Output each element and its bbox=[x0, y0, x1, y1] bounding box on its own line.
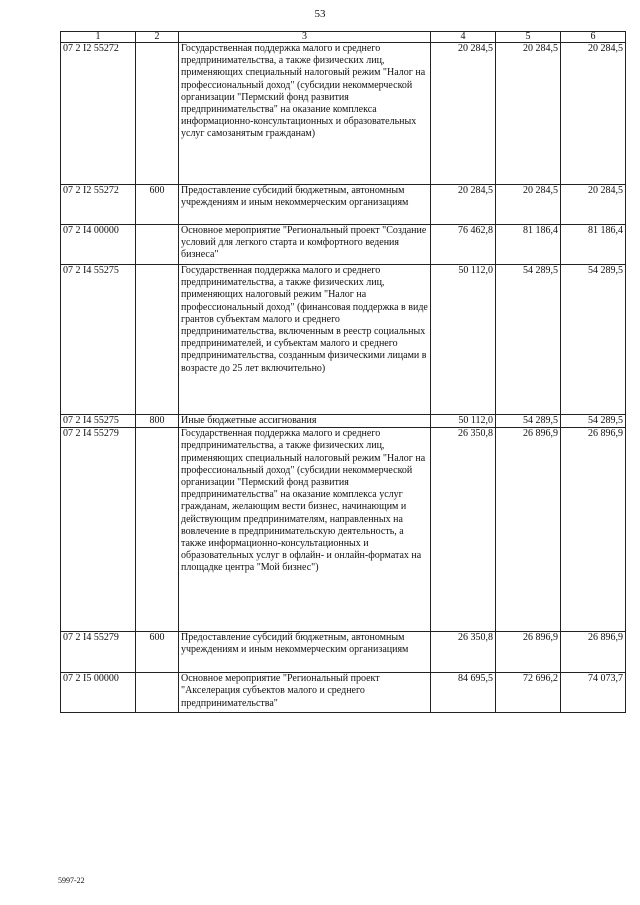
row-value-1: 26 350,8 bbox=[431, 428, 496, 632]
table-row bbox=[61, 632, 626, 673]
table-row bbox=[61, 428, 626, 632]
row-expense-type bbox=[136, 43, 179, 185]
row-value-3: 20 284,5 bbox=[561, 43, 626, 185]
row-expense-type: 600 bbox=[136, 632, 179, 673]
row-value-2: 20 284,5 bbox=[496, 43, 561, 185]
row-name: Основное мероприятие "Региональный проект "Акселерация субъектов малого и среднего предпринимательства" bbox=[179, 673, 431, 713]
row-name: Государственная поддержка малого и среднего предпринимательства, а также физических лиц, применяющих специальный налоговый режим "Налог на профессиональный доход" (субсидии некоммерческой организации "Пермский фонд развития предпринимательства" на оказание комплекса информационно-консультационных и образовательных услуг самозанятым гражданам) bbox=[179, 43, 431, 185]
row-value-3: 54 289,5 bbox=[561, 415, 626, 428]
row-expense-type bbox=[136, 428, 179, 632]
row-value-1: 26 350,8 bbox=[431, 632, 496, 673]
row-code: 07 2 I4 55275 bbox=[61, 265, 136, 415]
table-header-row bbox=[61, 32, 626, 43]
row-value-1: 50 112,0 bbox=[431, 265, 496, 415]
document-code: 5997-22 bbox=[58, 876, 85, 885]
row-value-1: 20 284,5 bbox=[431, 185, 496, 225]
header-col-5: 5 bbox=[496, 32, 561, 43]
row-value-2: 54 289,5 bbox=[496, 265, 561, 415]
row-value-1: 20 284,5 bbox=[431, 43, 496, 185]
row-code: 07 2 I5 00000 bbox=[61, 673, 136, 713]
row-name: Государственная поддержка малого и среднего предпринимательства, а также физических лиц, применяющих налоговый режим "Налог на профессиональный доход" (финансовая поддержка в виде грантов субъектам малого и среднего предпринимательства, включенным в реестр социальных предпринимателей, и субъектам малого и среднего предпринимательства, созданным физическими лицами в возрасте до 25 лет включительно) bbox=[179, 265, 431, 415]
table-row bbox=[61, 185, 626, 225]
table-row bbox=[61, 673, 626, 713]
row-name: Иные бюджетные ассигнования bbox=[179, 415, 431, 428]
row-value-2: 54 289,5 bbox=[496, 415, 561, 428]
row-name: Основное мероприятие "Региональный проект "Создание условий для легкого старта и комфортного ведения бизнеса" bbox=[179, 225, 431, 265]
header-col-3: 3 bbox=[179, 32, 431, 43]
row-expense-type bbox=[136, 225, 179, 265]
row-value-2: 26 896,9 bbox=[496, 428, 561, 632]
row-code: 07 2 I4 55275 bbox=[61, 415, 136, 428]
row-value-3: 20 284,5 bbox=[561, 185, 626, 225]
header-col-1: 1 bbox=[61, 32, 136, 43]
table-row bbox=[61, 415, 626, 428]
row-value-3: 54 289,5 bbox=[561, 265, 626, 415]
row-value-2: 81 186,4 bbox=[496, 225, 561, 265]
budget-table bbox=[60, 31, 626, 713]
row-value-1: 50 112,0 bbox=[431, 415, 496, 428]
row-value-3: 26 896,9 bbox=[561, 428, 626, 632]
row-name: Предоставление субсидий бюджетным, автономным учреждениям и иным некоммерческим организациям bbox=[179, 185, 431, 225]
row-code: 07 2 I4 00000 bbox=[61, 225, 136, 265]
row-name: Государственная поддержка малого и среднего предпринимательства, а также физических лиц, применяющих специальный налоговый режим "Налог на профессиональный доход" (субсидии некоммерческой организации "Пермский фонд развития предпринимательства" на оказание комплекса услуг гражданам, желающим вести бизнес, начинающим и действующим предпринимателям, направленных на вовлечение в предпринимательскую деятельность, а также информационно-консультационных и образовательных услуг в офлайн- и онлайн-форматах на площадке центра "Мой бизнес") bbox=[179, 428, 431, 632]
row-value-3: 26 896,9 bbox=[561, 632, 626, 673]
row-value-2: 26 896,9 bbox=[496, 632, 561, 673]
row-name: Предоставление субсидий бюджетным, автономным учреждениям и иным некоммерческим организациям bbox=[179, 632, 431, 673]
header-col-2: 2 bbox=[136, 32, 179, 43]
table-row bbox=[61, 43, 626, 185]
row-value-3: 74 073,7 bbox=[561, 673, 626, 713]
row-expense-type bbox=[136, 265, 179, 415]
row-expense-type bbox=[136, 673, 179, 713]
row-value-3: 81 186,4 bbox=[561, 225, 626, 265]
header-col-6: 6 bbox=[561, 32, 626, 43]
row-code: 07 2 I4 55279 bbox=[61, 428, 136, 632]
row-code: 07 2 I2 55272 bbox=[61, 185, 136, 225]
row-expense-type: 800 bbox=[136, 415, 179, 428]
row-expense-type: 600 bbox=[136, 185, 179, 225]
table-row bbox=[61, 225, 626, 265]
row-code: 07 2 I4 55279 bbox=[61, 632, 136, 673]
row-value-1: 84 695,5 bbox=[431, 673, 496, 713]
row-value-2: 72 696,2 bbox=[496, 673, 561, 713]
table-row bbox=[61, 265, 626, 415]
header-col-4: 4 bbox=[431, 32, 496, 43]
row-value-2: 20 284,5 bbox=[496, 185, 561, 225]
row-code: 07 2 I2 55272 bbox=[61, 43, 136, 185]
page-number: 53 bbox=[314, 8, 326, 20]
row-value-1: 76 462,8 bbox=[431, 225, 496, 265]
